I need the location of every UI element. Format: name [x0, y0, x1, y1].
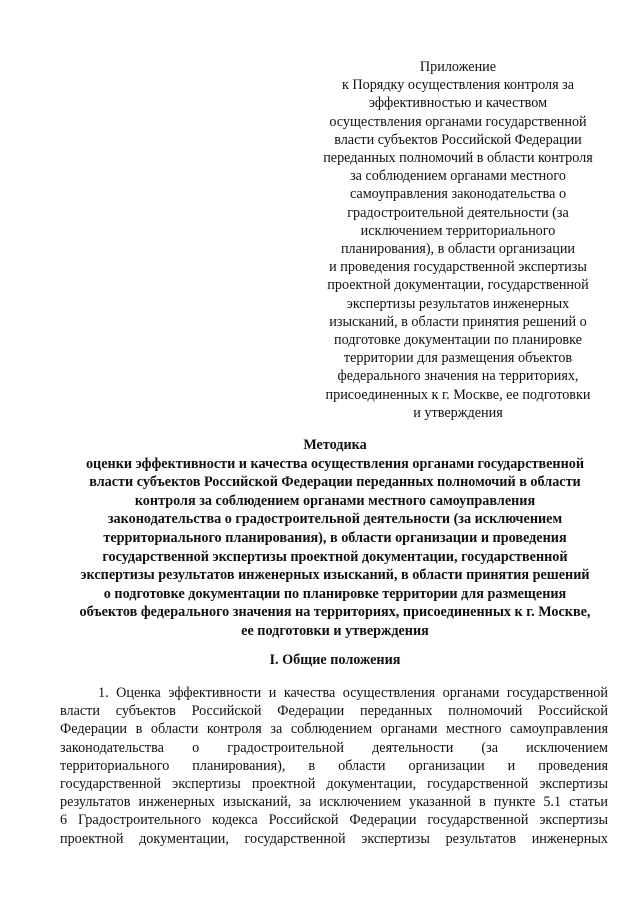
appendix-line: Приложение — [419, 59, 497, 75]
methodology-line: территориального планирования), в области организации и проведения — [103, 529, 567, 546]
section-heading: I. Общие положения — [269, 652, 401, 668]
appendix-line: подготовке документации по планировке — [334, 332, 582, 349]
appendix-line: изысканий, в области принятия решений о — [329, 313, 587, 330]
appendix-line: планирования), в области организации — [340, 241, 576, 258]
appendix-line: федерального значения на территориях, — [337, 368, 579, 385]
appendix-line: власти субъектов Российской Федерации — [334, 131, 582, 148]
methodology-line: ее подготовки и утверждения — [241, 622, 429, 639]
methodology-line: законодательства о градостроительной деятельности (за исключением — [107, 511, 563, 528]
appendix-line: градостроительной деятельности (за — [347, 204, 569, 221]
methodology-line: о подготовке документации по планировке территории для размещения — [103, 585, 567, 602]
methodology-line: контроля за соблюдением органами местного самоуправления — [134, 492, 536, 509]
paragraph-line: территориального планирования), в области организации и проведения — [60, 757, 608, 774]
appendix-line: присоединенных к г. Москве, ее подготовки — [325, 386, 591, 403]
appendix-line: переданных полномочий в области контроля — [323, 150, 593, 167]
paragraph-line: власти субъектов Российской Федерации переданных полномочий Российской — [60, 703, 608, 720]
appendix-line: экспертизы результатов инженерных — [346, 295, 570, 312]
appendix-line: территории для размещения объектов — [343, 350, 573, 367]
paragraph-line: 1. Оценка эффективности и качества осуществления органами государственной — [98, 685, 608, 701]
appendix-line: и утверждения — [413, 404, 503, 421]
appendix-line: и проведения государственной экспертизы — [329, 259, 587, 276]
appendix-line: исключением территориального — [360, 222, 556, 239]
appendix-line: самоуправления законодательства о — [349, 186, 567, 203]
appendix-line: за соблюдением органами местного — [350, 168, 566, 185]
paragraph-line: проектной документации, государственной экспертизы результатов инженерных — [60, 830, 608, 847]
methodology-line: власти субъектов Российской Федерации переданных полномочий в области — [89, 474, 581, 491]
appendix-line: эффективностью и качеством — [368, 95, 548, 112]
methodology-line: экспертизы результатов инженерных изысканий, в области принятия решений — [80, 567, 590, 584]
methodology-line: государственной экспертизы проектной документации, государственной — [102, 548, 568, 565]
appendix-line: проектной документации, государственной — [327, 277, 589, 294]
methodology-title — [40, 436, 630, 641]
appendix-line: осуществления органами государственной — [329, 113, 587, 130]
paragraph-line: результатов инженерных изысканий, за исключением указанной в пункте 5.1 статьи — [60, 794, 608, 811]
paragraph-line: Федерации в области контроля за соблюдением органами местного самоуправления — [60, 721, 608, 738]
methodology-line: объектов федерального значения на территориях, присоединенных к г. Москве, — [79, 604, 591, 621]
appendix-line: к Порядку осуществления контроля за — [341, 77, 575, 94]
paragraph-line: 6 Градостроительного кодекса Российской Федерации государственной экспертизы — [60, 812, 608, 829]
body-paragraph — [60, 684, 608, 848]
methodology-line: оценки эффективности и качества осуществления органами государственной — [85, 455, 585, 472]
paragraph-line: государственной экспертизы проектной документации, государственной экспертизы — [60, 776, 608, 793]
methodology-heading: Методика — [303, 437, 367, 453]
appendix-header — [308, 58, 608, 422]
paragraph-line: законодательства о градостроительной деятельности (за исключением — [60, 739, 608, 756]
